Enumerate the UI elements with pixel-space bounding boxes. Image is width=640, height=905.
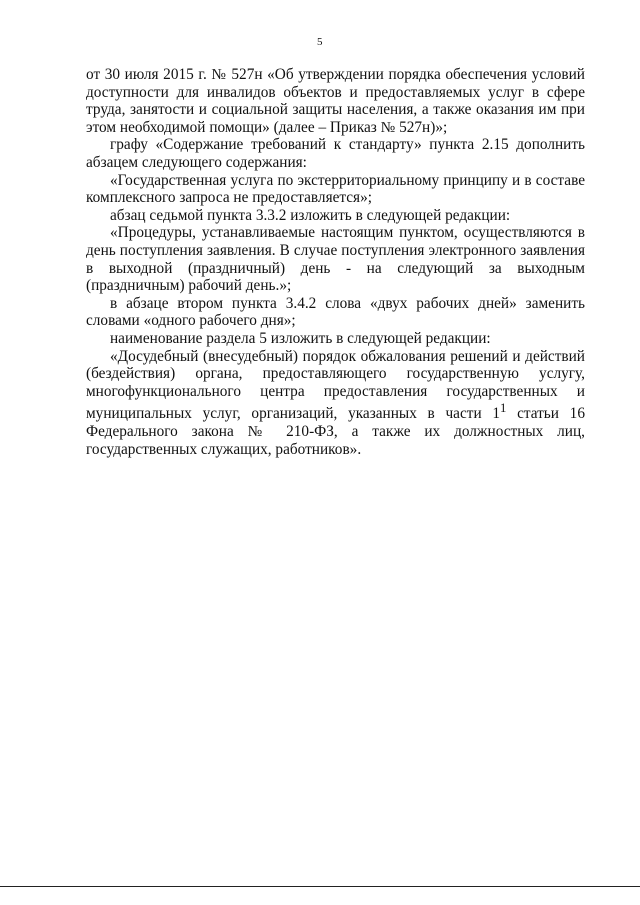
appeal-text-start: «Досудебный (внесудебный) порядок обжалования решений и действий (бездействия) органа, предоставляющего государственную услугу, многофункционального центра предоставления государственных и муниципальных услуг, организаций, указанных в части 1 <box>86 347 585 423</box>
paragraph-procedures: «Процедуры, устанавливаемые настоящим пунктом, осуществляются в день поступления заявления. В случае поступления электронного заявления в выходной (праздничный) день - на следующий за выходным (праздничным) рабочий день.»; <box>86 224 585 295</box>
paragraph-appeal-procedure <box>86 348 585 459</box>
bottom-rule <box>0 886 640 887</box>
paragraph-3-3-2: абзац седьмой пункта 3.3.2 изложить в следующей редакции: <box>110 206 511 224</box>
paragraph-order-527n: от 30 июля 2015 г. № 527н «Об утверждении порядка обеспечения условий доступности для инвалидов объектов и предоставляемых услуг в сфере труда, занятости и социальной защиты населения, а также оказания им при этом необходимой помощи» (далее – Приказ № 527н)»; <box>86 66 585 136</box>
document-body <box>86 66 585 458</box>
superscript-index: 1 <box>499 401 507 416</box>
paragraph-section-5: наименование раздела 5 изложить в следующей редакции: <box>110 329 491 347</box>
paragraph-extraterritorial: «Государственная услуга по экстерриториальному принципу и в составе комплексного запроса не предоставляется»; <box>86 171 585 207</box>
paragraph-3-4-2: в абзаце втором пункта 3.4.2 слова «двух рабочих дней» заменить словами «одного рабочего дня»; <box>86 294 585 330</box>
paragraph-graph-2-15: графу «Содержание требований к стандарту» пункта 2.15 дополнить абзацем следующего содержания: <box>86 136 585 171</box>
appeal-text-end: статьи 16 Федерального закона № 210-ФЗ, а также их должностных лиц, государственных служащих, работников». <box>86 405 585 458</box>
page-number: 5 <box>317 36 323 48</box>
